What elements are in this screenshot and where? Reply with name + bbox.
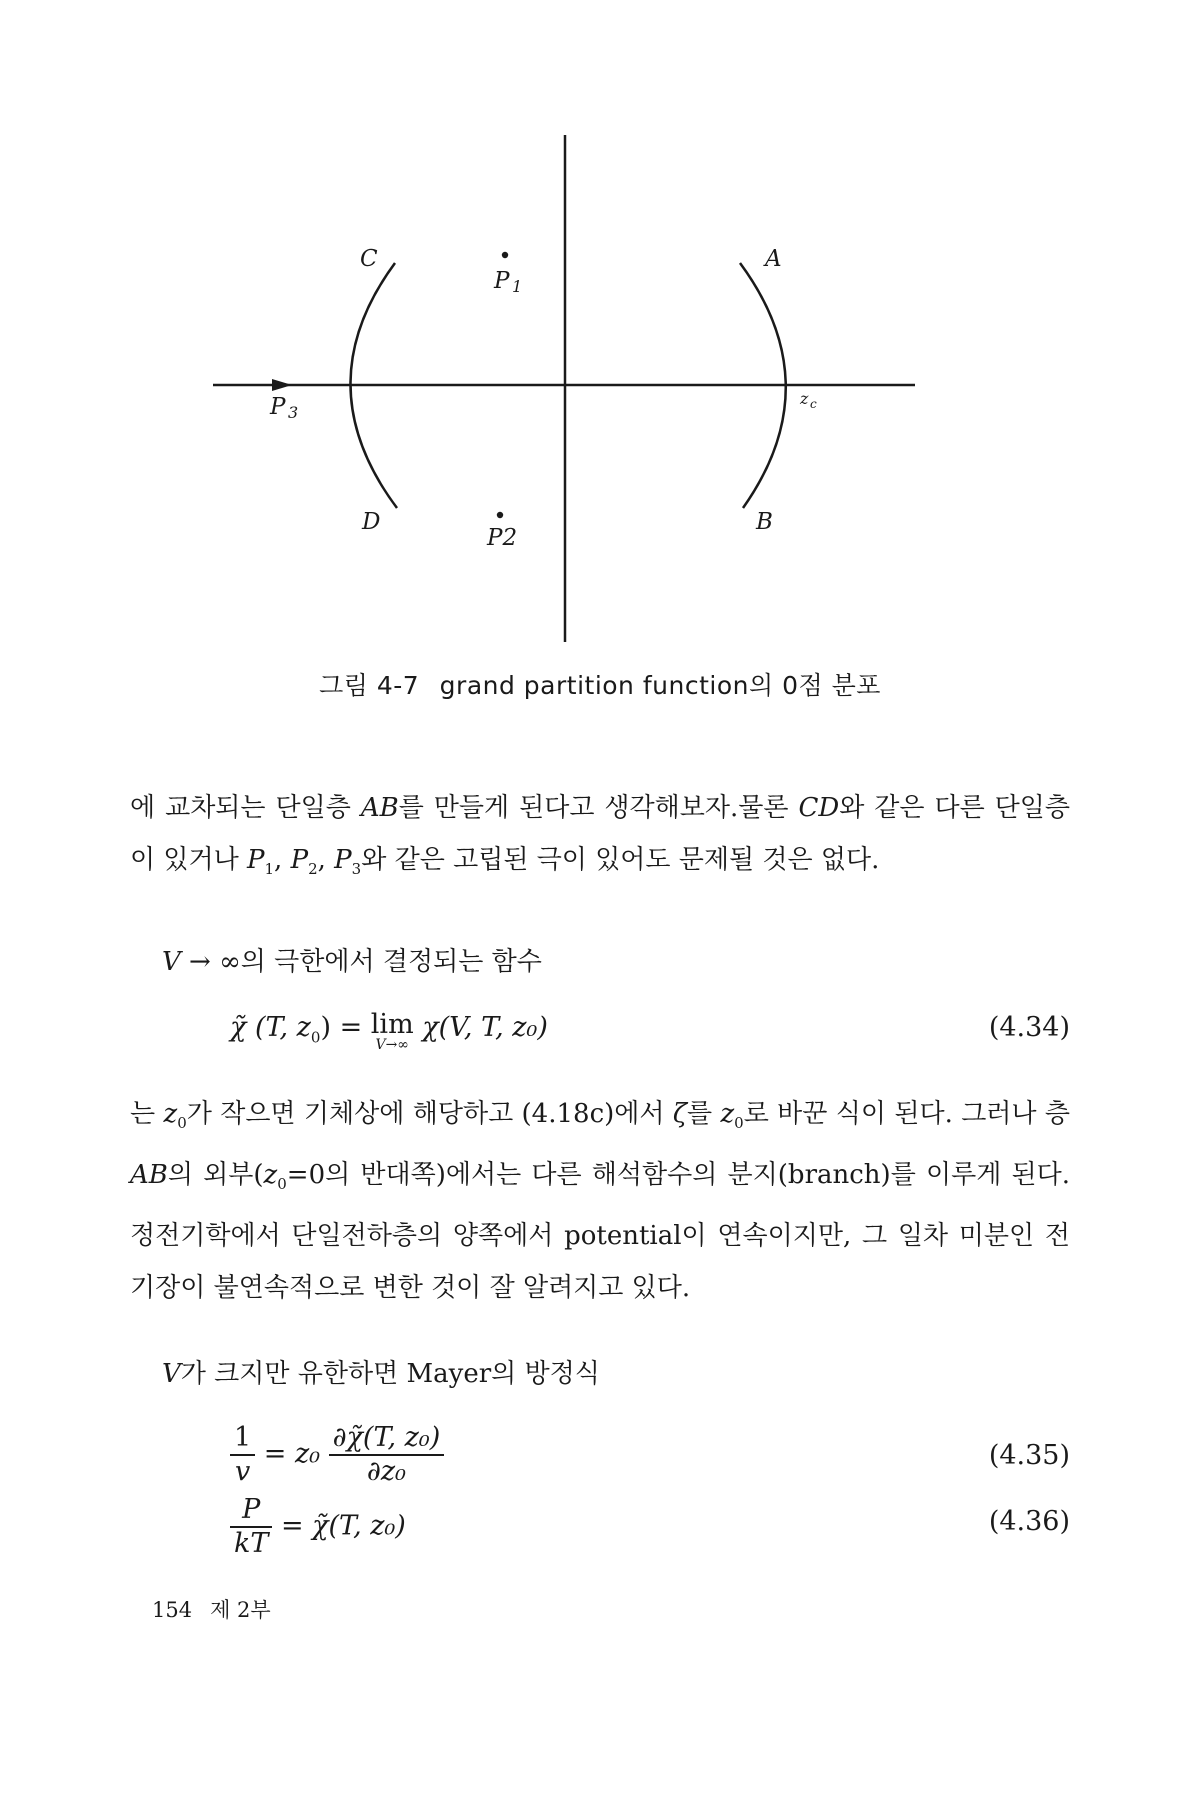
equation-4-36-body: $\frac{P}{kT}$ = χ̃(T, z₀) bbox=[230, 1494, 406, 1560]
label-p1-sub: 1 bbox=[512, 277, 523, 296]
paragraph-4: V가 크지만 유한하면 Mayer의 방정식 bbox=[162, 1359, 600, 1389]
arrow-head bbox=[272, 379, 292, 391]
label-p3: P bbox=[270, 394, 286, 420]
label-p3-sub: 3 bbox=[288, 403, 299, 422]
page-footer bbox=[152, 1594, 289, 1624]
paragraph-1: 에 교차되는 단일층 AB를 만들게 된다고 생각해보자.물론 CD와 같은 다른 단일층이 있거나 $P_1$, $P_2$, $P_3$와 같은 고립된 극이 있어도 문제될 것은 없다. bbox=[130, 793, 1070, 879]
label-d: D bbox=[362, 509, 381, 535]
caption-text: grand partition function의 0점 분포 bbox=[439, 671, 881, 700]
label-a: A bbox=[765, 246, 782, 272]
equation-4-34-number: (4.34) bbox=[988, 1012, 1070, 1043]
label-zc-sub: c bbox=[810, 397, 817, 411]
label-c: C bbox=[360, 246, 378, 272]
page-number: 154 bbox=[152, 1598, 193, 1622]
figure-caption bbox=[0, 666, 1200, 702]
equation-4-36 bbox=[0, 1494, 1200, 1564]
equation-4-35 bbox=[0, 1422, 1200, 1498]
equation-4-34-body: χ̃ (T, $z_0) = \lim$ V→∞ χ(V, T, z₀) bbox=[230, 1009, 548, 1053]
equation-4-36-number: (4.36) bbox=[988, 1506, 1070, 1537]
equation-4-35-number: (4.35) bbox=[988, 1440, 1070, 1471]
label-zc: z bbox=[800, 389, 809, 408]
label-p1: P bbox=[494, 268, 510, 294]
point-p1 bbox=[502, 252, 508, 258]
caption-number: 그림 4-7 bbox=[319, 671, 420, 700]
equation-4-35-body: $\frac{1}{v}$ = z₀ $\frac{\text{∂χ̃(T, z₀)}}{\text{∂z₀}}$ bbox=[230, 1422, 444, 1488]
paragraph-2: V → ∞의 극한에서 결정되는 함수 bbox=[162, 947, 542, 977]
label-b: B bbox=[756, 509, 773, 535]
paragraph-3: 는 $z_0$가 작으면 기체상에 해당하고 (4.18c)에서 ζ를 $z_0$로 바꾼 식이 된다. 그러나 층 AB의 외부($z_0=0$의 반대쪽)에서는 다른 해석함수의 분지(branch)를 이루게 된다. 정전기학에서 단일전하층의 양쪽에서 potential이 연속이지만, 그 일차 미분인 전기장이 불연속적으로 변한 것이 잘 알려지고 있다. bbox=[130, 1099, 1071, 1304]
point-p2 bbox=[497, 512, 503, 518]
part-label: 제 2부 bbox=[210, 1598, 271, 1622]
label-p2: P2 bbox=[487, 525, 518, 551]
zero-distribution-figure bbox=[0, 0, 1200, 660]
limit-operator: lim V→∞ bbox=[370, 1009, 414, 1053]
